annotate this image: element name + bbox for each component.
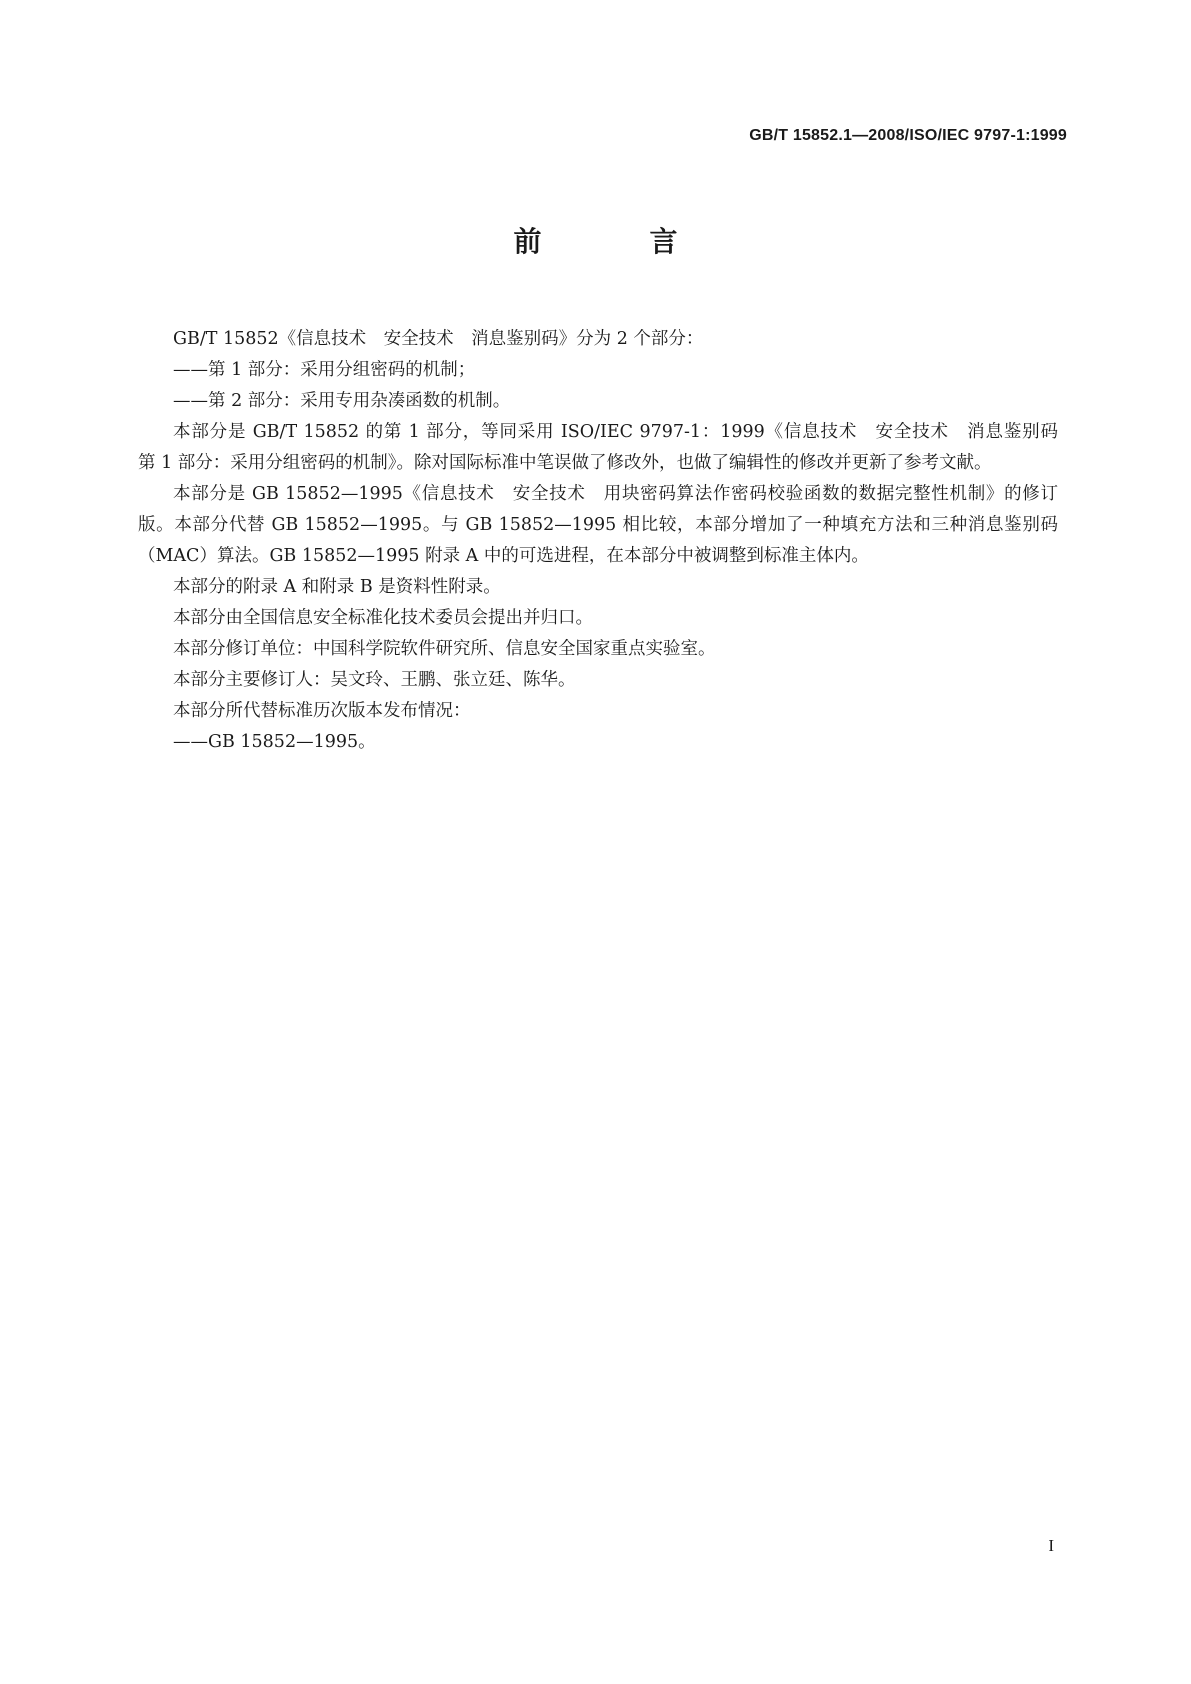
- page-number: I: [1048, 1536, 1054, 1555]
- paragraph-adoption: 本部分是 GB/T 15852 的第 1 部分，等同采用 ISO/IEC 9797-1：1999《信息技术 安全技术 消息鉴别码 第 1 部分：采用分组密码的机制》。除对国际标准中笔误做了修改外，也做了编辑性的修改并更新了参考文献。: [138, 422, 1076, 473]
- list-item-part-2: ——第 2 部分：采用专用杂凑函数的机制。: [173, 391, 511, 411]
- paragraph-drafting-units: 本部分修订单位：中国科学院软件研究所、信息安全国家重点实验室。: [173, 639, 716, 659]
- paragraph-intro: GB/T 15852《信息技术 安全技术 消息鉴别码》分为 2 个部分：: [173, 329, 704, 349]
- standard-number-header: GB/T 15852.1—2008/ISO/IEC 9797-1:1999: [749, 127, 1067, 144]
- paragraph-drafters: 本部分主要修订人：吴文玲、王鹏、张立廷、陈华。: [173, 670, 576, 690]
- foreword-body: [138, 324, 1076, 758]
- paragraph-history: 本部分所代替标准历次版本发布情况：: [173, 701, 471, 721]
- paragraph-proposer: 本部分由全国信息安全标准化技术委员会提出并归口。: [173, 608, 593, 628]
- list-item-part-1: ——第 1 部分：采用分组密码的机制；: [173, 360, 476, 380]
- list-item-history: ——GB 15852—1995。: [173, 732, 376, 752]
- paragraph-annexes: 本部分的附录 A 和附录 B 是资料性附录。: [173, 577, 501, 597]
- page-title: 前 言: [513, 225, 718, 258]
- paragraph-revision: 本部分是 GB 15852—1995《信息技术 安全技术 用块密码算法作密码校验函数的数据完整性机制》的修订版。本部分代替 GB 15852—1995。与 GB 15852—1995 相比较，本部分增加了一种填充方法和三种消息鉴别码（MAC）算法。GB 15852—1995 附录 A 中的可选进程，在本部分中被调整到标准主体内。: [138, 484, 1058, 566]
